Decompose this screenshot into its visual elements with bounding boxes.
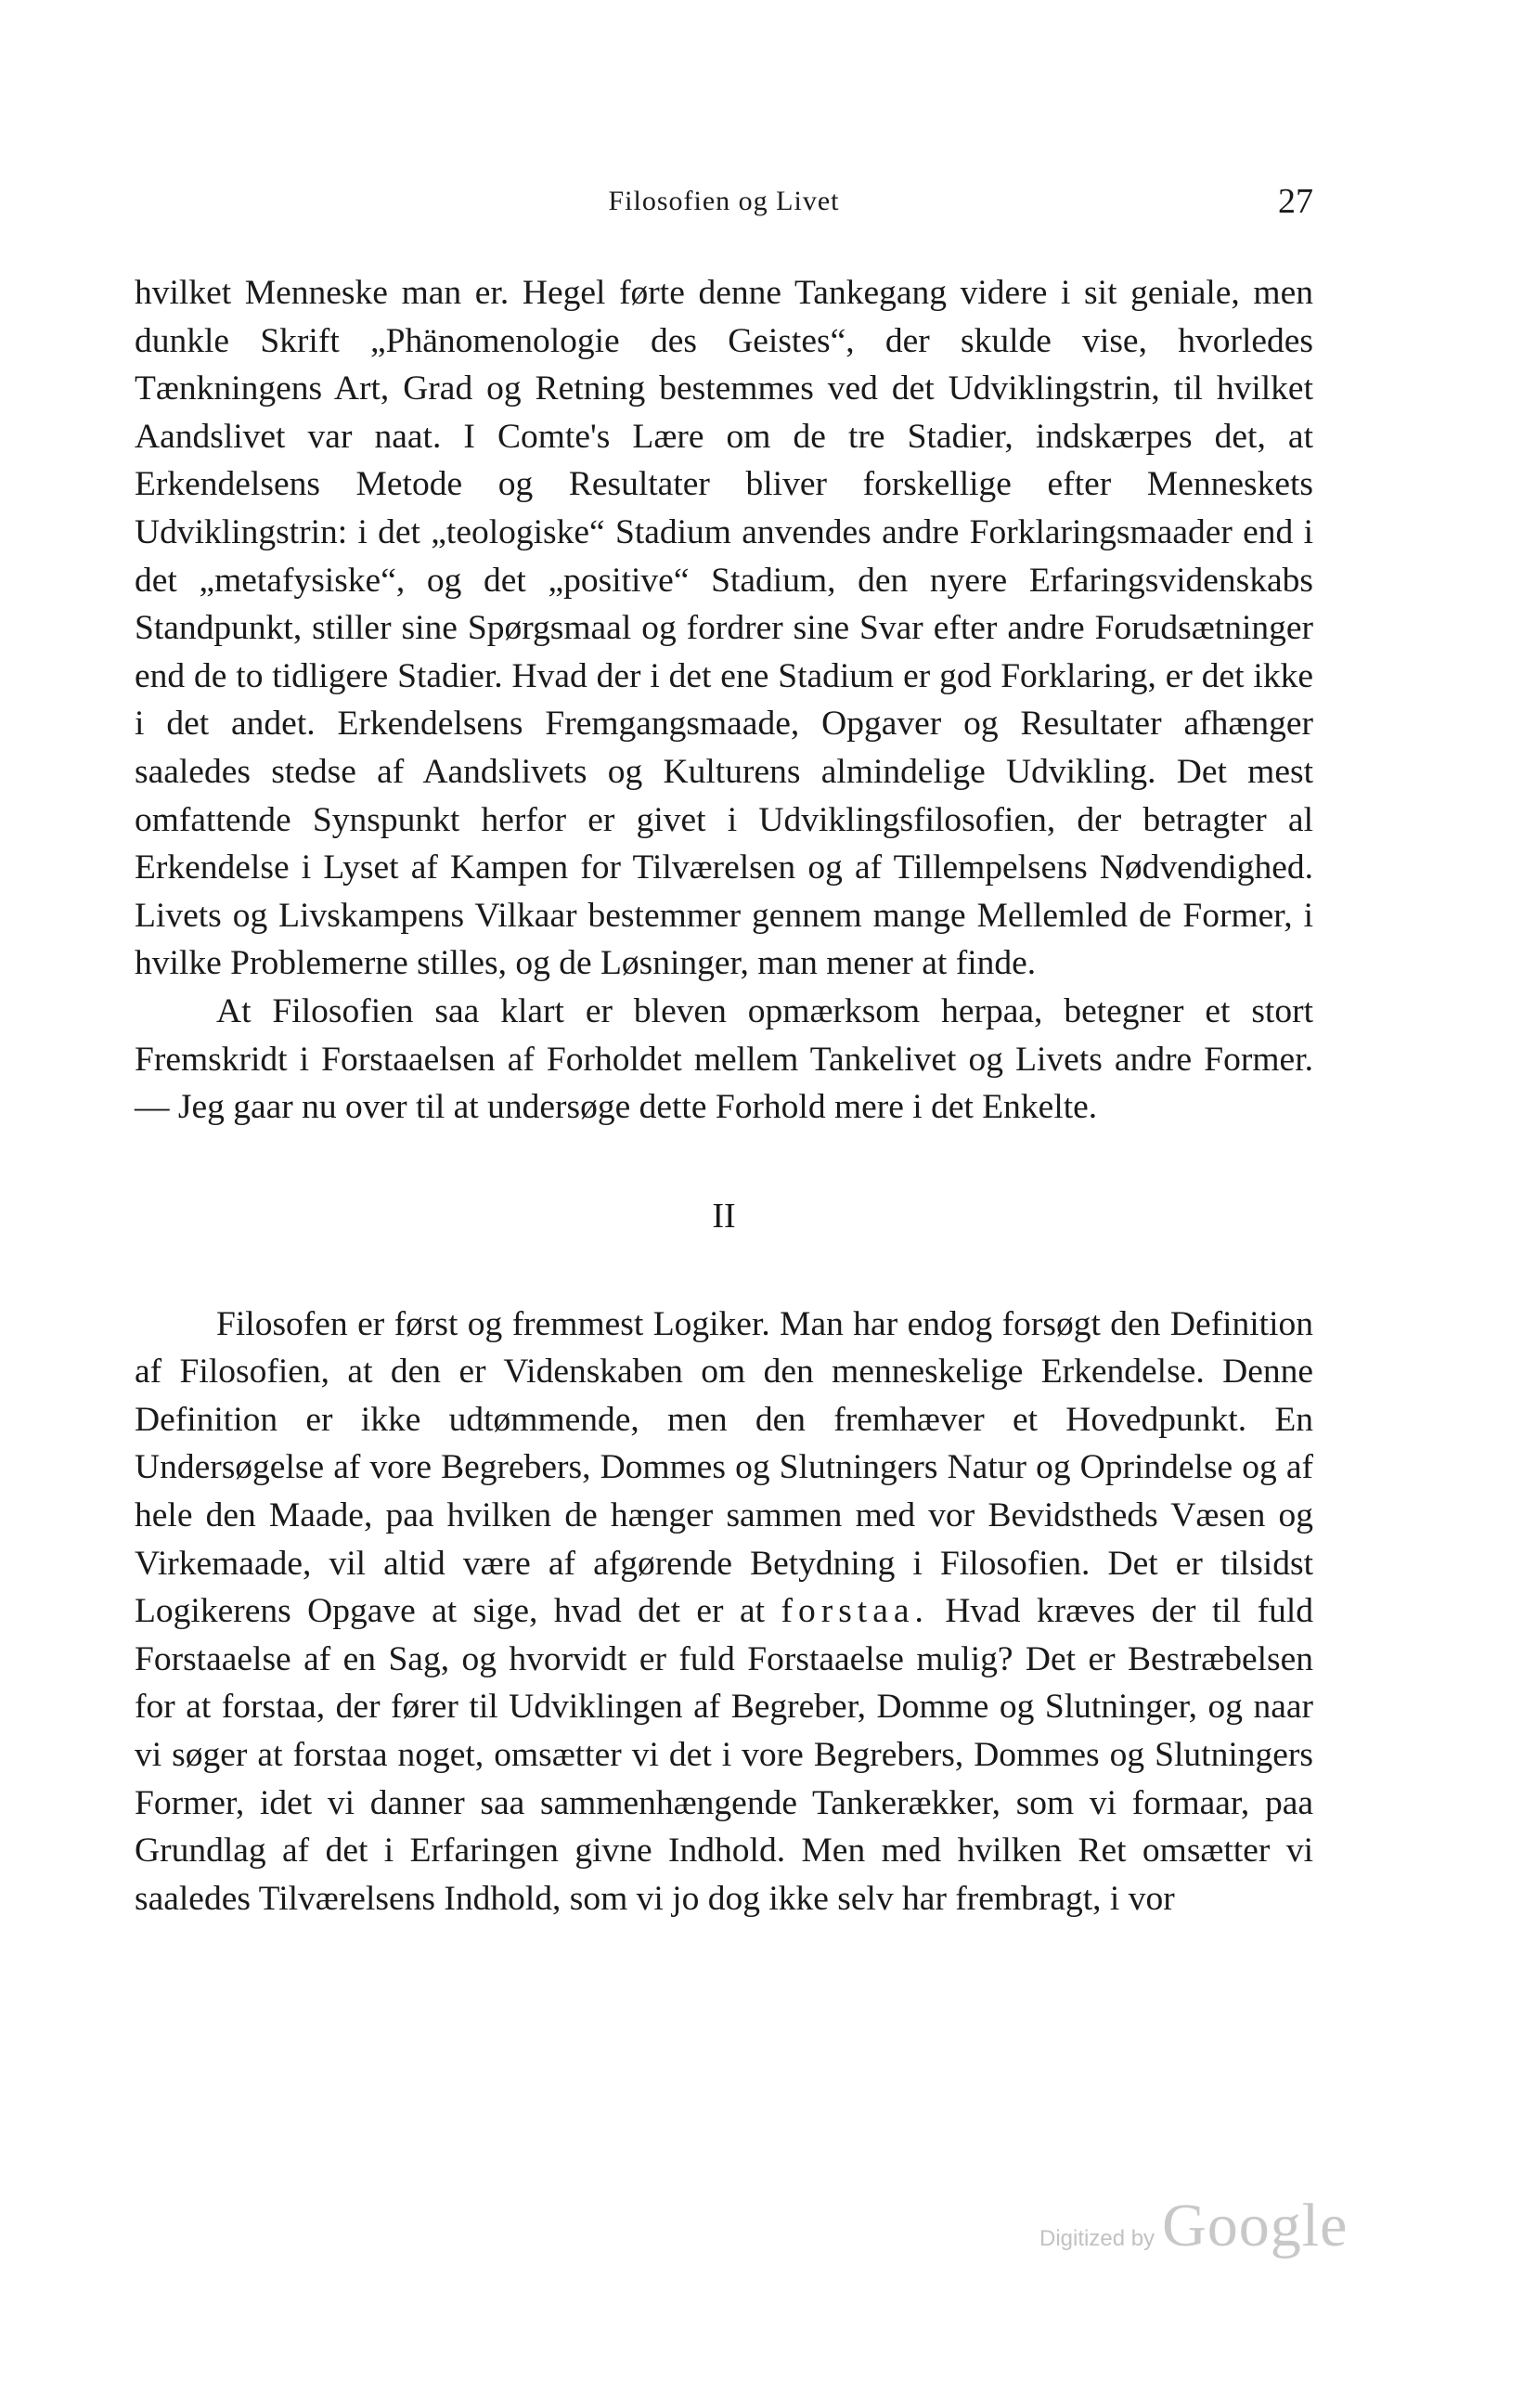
body-text [135, 269, 1313, 1923]
paragraph-text-start: Filosofen er først og fremmest Logiker. Man har endog forsøgt den Definition af Filosofien, at den er Videnskaben om den menneskelige Erkendelse. Denne Definition er ikke udtømmende, men den fremhæver et Hovedpunkt. En Undersøgelse af vore Begrebers, Dommes og Slutningers Natur og Oprindelse og af hele den Maade, paa hvilken de hænger sammen med vor Bevidstheds Væsen og Virkemaade, vil altid være af afgørende Betydning i Filosofien. Det er tilsidst Logikerens Opgave at sige, hvad det er at [135, 1304, 1313, 1631]
digitized-label: Digitized by [1039, 2226, 1155, 2251]
paragraph-text-end: Hvad kræves der til fuld Forstaaelse af en Sag, og hvorvidt er fuld Forstaaelse mulig? Det er Bestræbelsen for at forstaa, der fører til Udviklingen af Begreber, Domme og Slutninger, og naar vi søger at forstaa noget, omsætter vi det i vore Begrebers, Dommes og Slutningers Former, idet vi danner saa sammenhængende Tankerækker, som vi formaar, paa Grundlag af det i Erfaringen givne Indhold. Men med hvilken Ret omsætter vi saaledes Tilværelsens Indhold, som vi jo dog ikke selv har frembragt, i vor [135, 1592, 1314, 1918]
paragraph-section-two [135, 1301, 1313, 1923]
emphasized-word: forstaa. [781, 1592, 929, 1631]
paragraph-continuation: hvilket Menneske man er. Hegel førte denne Tankegang videre i sit geniale, men dunkle Skrift „Phänomenologie des Geistes“, der skulde vise, hvorledes Tænkningens Art, Grad og Retning bestemmes ved det Udviklingstrin, til hvilket Aandslivet var naat. I Comte's Lære om de tre Stadier, indskærpes det, at Erkendelsens Metode og Resultater bliver forskellige efter Menneskets Udviklingstrin: i det „teologiske“ Stadium anvendes andre Forklaringsmaader end i det „metafysiske“, og det „positive“ Stadium, den nyere Erfaringsvidenskabs Standpunkt, stiller sine Spørgsmaal og fordrer sine Svar efter andre Forudsætninger end de to tidligere Stadier. Hvad der i det ene Stadium er god Forklaring, er det ikke i det andet. Erkendelsens Fremgangsmaade, Opgaver og Resultater afhænger saaledes stedse af Aandslivets og Kulturens almindelige Udvikling. Det mest omfattende Synspunkt herfor er givet i Udviklingsfilosofien, der betragter al Erkendelse i Lyset af Kampen for Tilværelsen og af Tillempelsens Nødvendighed. Livets og Livskampens Vilkaar bestemmer gennem mange Mellemled de Former, i hvilke Problemerne stilles, og de Løsninger, man mener at finde. [135, 274, 1313, 983]
digitized-watermark [1039, 2191, 1348, 2265]
running-head [135, 178, 1313, 225]
google-logo: Google [1162, 2192, 1349, 2259]
page-number: 27 [1278, 182, 1313, 221]
section-heading: II [712, 1196, 736, 1236]
running-title: Filosofien og Livet [608, 186, 840, 216]
paragraph-conclusion: At Filosofien saa klart er bleven opmærksom herpaa, betegner et stort Fremskridt i Forstaaelsen af Forholdet mellem Tankelivet og Livets andre Former. — Jeg gaar nu over til at undersøge dette Forhold mere i det Enkelte. [135, 991, 1313, 1127]
